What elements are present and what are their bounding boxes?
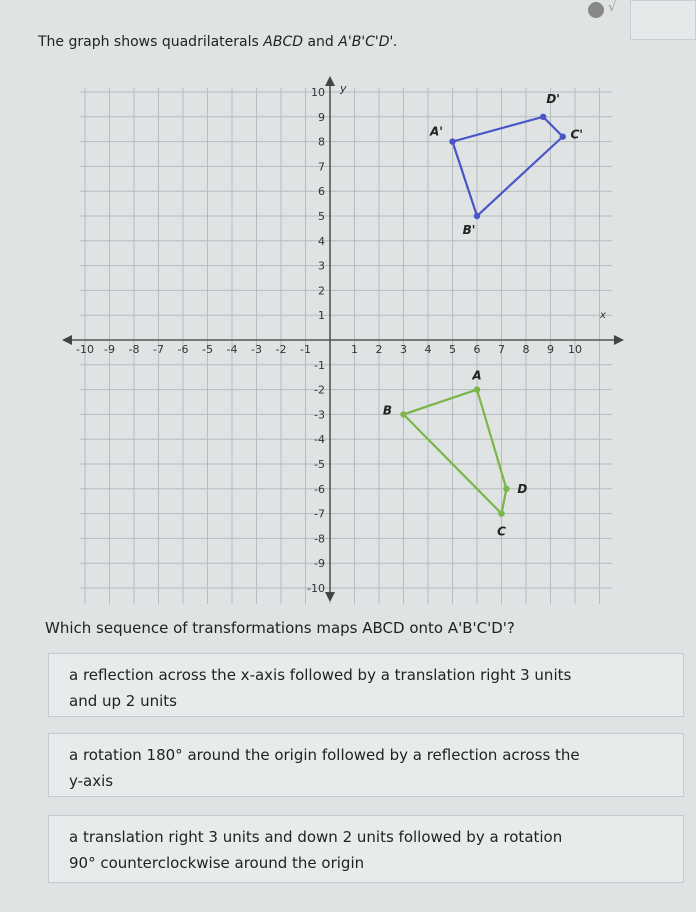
answer-choice-1[interactable] (48, 653, 684, 717)
vertex-label: D (517, 481, 528, 496)
y-tick-label: 10 (311, 86, 325, 99)
y-tick-label: -5 (314, 458, 325, 471)
prompt-and: and (307, 34, 334, 50)
vertex-point (560, 133, 566, 139)
y-tick-label: -8 (314, 532, 325, 546)
choice-1-line2: and up 2 units (69, 692, 177, 710)
y-tick-label: 4 (318, 234, 325, 248)
answer-choice-2[interactable] (48, 733, 684, 797)
quadrilateral-1 (404, 390, 507, 514)
choice-3-line2: 90° counterclockwise around the origin (69, 854, 365, 872)
y-tick-label: -3 (314, 408, 325, 422)
vertex-label: B' (462, 223, 476, 237)
vertex-label: C (497, 524, 506, 539)
question-text: Which sequence of transformations maps ABCD onto A'B'C'D'? (45, 619, 515, 637)
y-axis-label: y (340, 82, 347, 95)
x-tick-label: 9 (547, 343, 554, 356)
axes (62, 76, 624, 602)
x-tick-label: 7 (498, 343, 505, 356)
x-tick-label: 3 (400, 343, 407, 356)
x-tick-label: -9 (104, 343, 115, 356)
answer-choice-3[interactable] (48, 815, 684, 883)
x-tick-label: -1 (300, 343, 311, 356)
y-tick-label: 9 (318, 110, 325, 124)
x-tick-label: -6 (177, 343, 189, 356)
y-tick-label: -2 (314, 383, 325, 397)
x-tick-label: -10 (76, 343, 94, 356)
x-tick-label: -5 (202, 343, 213, 356)
x-tick-label: -3 (251, 343, 262, 356)
vertex-point (400, 411, 406, 417)
vertex-point (503, 486, 509, 492)
vertex-point (498, 510, 504, 516)
prompt-shape1: ABCD (263, 34, 304, 50)
x-axis-arrow-left (62, 335, 72, 345)
y-axis-arrow-up (325, 76, 335, 86)
x-tick-label: -4 (226, 343, 238, 356)
x-tick-label: 2 (375, 343, 383, 356)
check-mark-icon: √ (608, 0, 617, 15)
x-tick-label: -7 (153, 343, 164, 356)
vertex-label: A' (430, 124, 443, 139)
vertex-point (540, 114, 546, 120)
y-tick-label: -10 (307, 582, 325, 595)
y-tick-label: 1 (318, 309, 325, 323)
y-tick-label: 3 (318, 259, 325, 273)
prompt-prefix: The graph shows quadrilaterals (38, 34, 259, 50)
y-tick-label: 6 (318, 185, 325, 199)
prompt-shape2: A'B'C'D'. (338, 34, 398, 50)
y-tick-label: 5 (318, 210, 325, 223)
y-tick-label: 2 (318, 284, 325, 298)
x-tick-label: 8 (522, 343, 530, 356)
x-tick-label: 4 (424, 343, 432, 356)
x-tick-label: 6 (473, 343, 481, 356)
y-tick-label: -9 (314, 557, 325, 571)
y-tick-label: -7 (314, 507, 325, 521)
vertex-point (474, 213, 480, 219)
x-tick-label: -2 (275, 343, 287, 356)
y-tick-label: -1 (314, 358, 325, 372)
choice-3-line1: a translation right 3 units and down 2 units followed by a rotation (69, 828, 563, 846)
vertex-label: B (382, 403, 393, 418)
x-tick-label: 1 (351, 343, 358, 356)
choice-2-line2: y-axis (69, 772, 114, 790)
vertex-point (449, 138, 455, 144)
choice-1-line1: a reflection across the x-axis followed by a translation right 3 units (69, 666, 572, 684)
x-tick-label: 10 (568, 343, 582, 356)
x-axis-label: x (600, 310, 606, 321)
y-tick-label: -4 (314, 433, 325, 447)
x-axis-arrow-right (614, 335, 624, 345)
y-tick-label: 8 (318, 135, 325, 149)
y-tick-label: 7 (318, 160, 325, 174)
vertex-label: A (472, 368, 482, 383)
vertex-label: D' (546, 91, 560, 106)
x-tick-label: 5 (449, 343, 456, 356)
vertex-label: C' (570, 127, 583, 142)
x-tick-label: -8 (128, 343, 140, 356)
y-tick-label: -6 (314, 482, 325, 496)
y-axis-arrow-down (325, 592, 335, 602)
vertex-point (474, 386, 480, 392)
choice-2-line1: a rotation 180° around the origin followed by a reflection across the (69, 746, 580, 764)
